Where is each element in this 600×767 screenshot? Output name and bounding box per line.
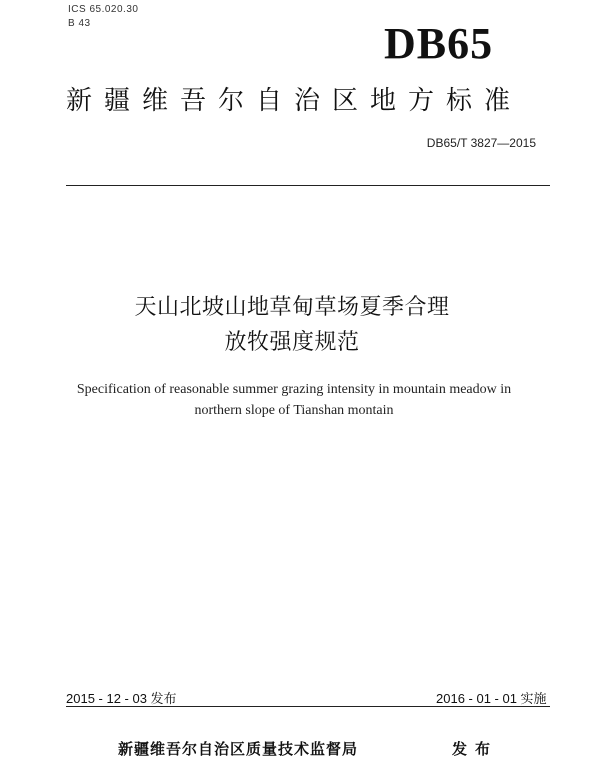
ics-code: ICS 65.020.30 (68, 4, 139, 15)
issue-date: 2015 - 12 - 03 发布 (66, 691, 177, 706)
implementation-date: 2016 - 01 - 01 实施 (436, 691, 547, 706)
standard-number: DB65/T 3827—2015 (426, 136, 536, 150)
standard-code-logo: DB65 (384, 19, 494, 68)
document-title-zh-line1: 天山北坡山地草甸草场夏季合理 (134, 295, 450, 320)
bottom-divider (66, 706, 550, 707)
document-title-en-line1: Specification of reasonable summer grazing intensity in mountain meadow in (76, 382, 512, 397)
issue-action-label: 发布 (452, 740, 499, 758)
document-title-zh-line2: 放牧强度规范 (224, 330, 360, 355)
standard-type-heading: 新疆维吾尔自治区地方标准 (66, 86, 523, 116)
issuing-authority: 新疆维吾尔自治区质量技术监督局 (118, 740, 359, 758)
top-divider (66, 185, 550, 186)
document-title-en-line2: northern slope of Tianshan montain (194, 403, 394, 418)
ccs-code: B 43 (68, 18, 91, 29)
